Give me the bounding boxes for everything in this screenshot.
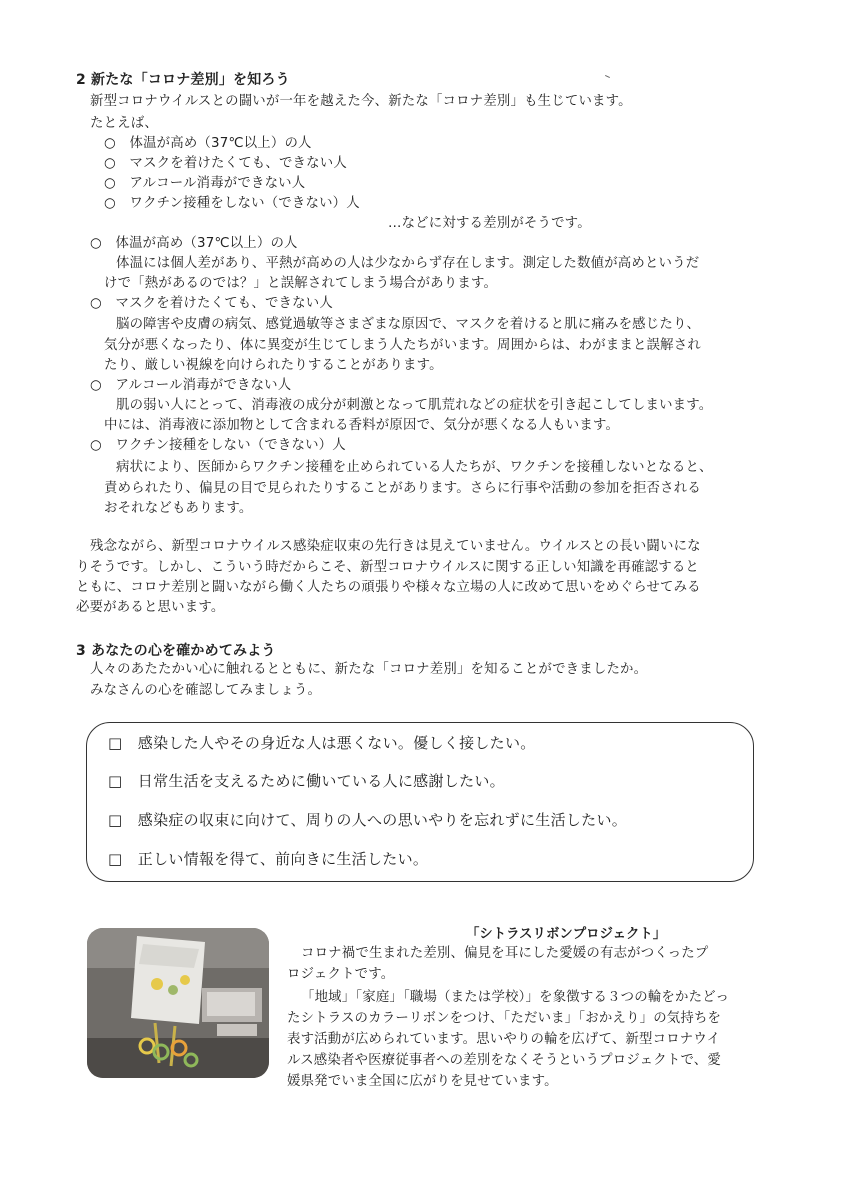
scan-mark (605, 75, 610, 78)
project-line: ロジェクトです。 (287, 967, 395, 982)
project-line: コロナ禍で生まれた差別、偏見を耳にした愛媛の有志がつくったプ (301, 946, 709, 961)
list-item: ○ ワクチン接種をしない（できない）人 (104, 196, 360, 211)
detail-line: 体温には個人差があり、平熱が高めの人は少なからず存在します。測定した数値が高めというだ (116, 256, 700, 271)
checklist-item[interactable]: □ 日常生活を支えるために働いている人に感謝したい。 (108, 772, 505, 790)
for-example-text: たとえば、 (90, 116, 158, 131)
project-line: 表す活動が広められています。思いやりの輪を広げて、新型コロナウイ (287, 1032, 721, 1047)
section3-intro: みなさんの心を確認してみましょう。 (90, 683, 322, 698)
list-item: ○ マスクを着けたくても、できない人 (104, 156, 347, 171)
project-line: たシトラスのカラーリボンをつけ、「ただいま」「おかえり」の気持ちを (287, 1011, 722, 1026)
detail-line: おそれなどもあります。 (104, 501, 253, 516)
detail-title: ○ ワクチン接種をしない（できない）人 (90, 438, 346, 453)
section3-heading: 3 あなたの心を確かめてみよう (76, 643, 276, 659)
list-tail: …などに対する差別がそうです。 (388, 216, 591, 231)
section3-intro: 人々のあたたかい心に触れるとともに、新たな「コロナ差別」を知ることができましたか。 (90, 662, 648, 677)
checklist-item[interactable]: □ 感染症の収束に向けて、周りの人への思いやりを忘れずに生活したい。 (108, 811, 628, 829)
detail-line: 病状により、医師からワクチン接種を止められている人たちが、ワクチンを接種しないとなると、 (116, 460, 713, 475)
detail-title: ○ アルコール消毒ができない人 (90, 378, 292, 393)
detail-line: 責められたり、偏見の目で見られたりすることがあります。さらに行事や活動の参加を拒否される (104, 481, 701, 496)
detail-title: ○ 体温が高め（37℃以上）の人 (90, 236, 298, 251)
closing-line: りそうです。しかし、こういう時だからこそ、新型コロナウイルスに関する正しい知識を再確認すると (76, 560, 700, 575)
detail-title: ○ マスクを着けたくても、できない人 (90, 296, 333, 311)
section2-intro: 新型コロナウイルスとの闘いが一年を越えた今、新たな「コロナ差別」も生じています。 (90, 94, 632, 109)
list-item: ○ アルコール消毒ができない人 (104, 176, 306, 191)
checklist-item[interactable]: □ 正しい情報を得て、前向きに生活したい。 (108, 850, 429, 868)
project-line: 「地域」「家庭」「職場（または学校）」を象徴する３つの輪をかたどっ (301, 990, 730, 1005)
project-title: 「シトラスリボンプロジェクト」 (466, 927, 667, 942)
closing-line: ともに、コロナ差別と闘いながら働く人たちの頑張りや様々な立場の人に改めて思いをめぐらせてみる (76, 580, 701, 595)
closing-line: 残念ながら、新型コロナウイルス感染症収束の先行きは見えていません。ウイルスとの長い闘いにな (90, 539, 701, 554)
detail-line: たり、厳しい視線を向けられたりすることがあります。 (104, 358, 443, 373)
project-line: ルス感染者や医療従事者への差別をなくそうというプロジェクトで、愛 (287, 1053, 721, 1068)
detail-line: 肌の弱い人にとって、消毒液の成分が刺激となって肌荒れなどの症状を引き起こしてしまいます。 (116, 398, 713, 413)
detail-line: 脳の障害や皮膚の病気、感覚過敏等さまざまな原因で、マスクを着けると肌に痛みを感じたり、 (116, 317, 701, 332)
list-item: ○ 体温が高め（37℃以上）の人 (104, 136, 312, 151)
project-line: 媛県発でいま全国に広がりを見せています。 (287, 1074, 558, 1089)
detail-line: けで「熱があるのでは？」と誤解されてしまう場合があります。 (104, 276, 498, 291)
checklist-item[interactable]: □ 感染した人やその身近な人は悪くない。優しく接したい。 (108, 734, 536, 752)
section2-heading: 2 新たな「コロナ差別」を知ろう (76, 72, 290, 88)
detail-line: 中には、消毒液に添加物として含まれる香料が原因で、気分が悪くなる人もいます。 (104, 418, 620, 433)
detail-line: 気分が悪くなったり、体に異変が生じてしまう人たちがいます。周囲からは、わがままと誤解され (104, 338, 701, 353)
closing-line: 必要があると思います。 (76, 600, 225, 615)
citrus-ribbon-photo (87, 928, 269, 1078)
